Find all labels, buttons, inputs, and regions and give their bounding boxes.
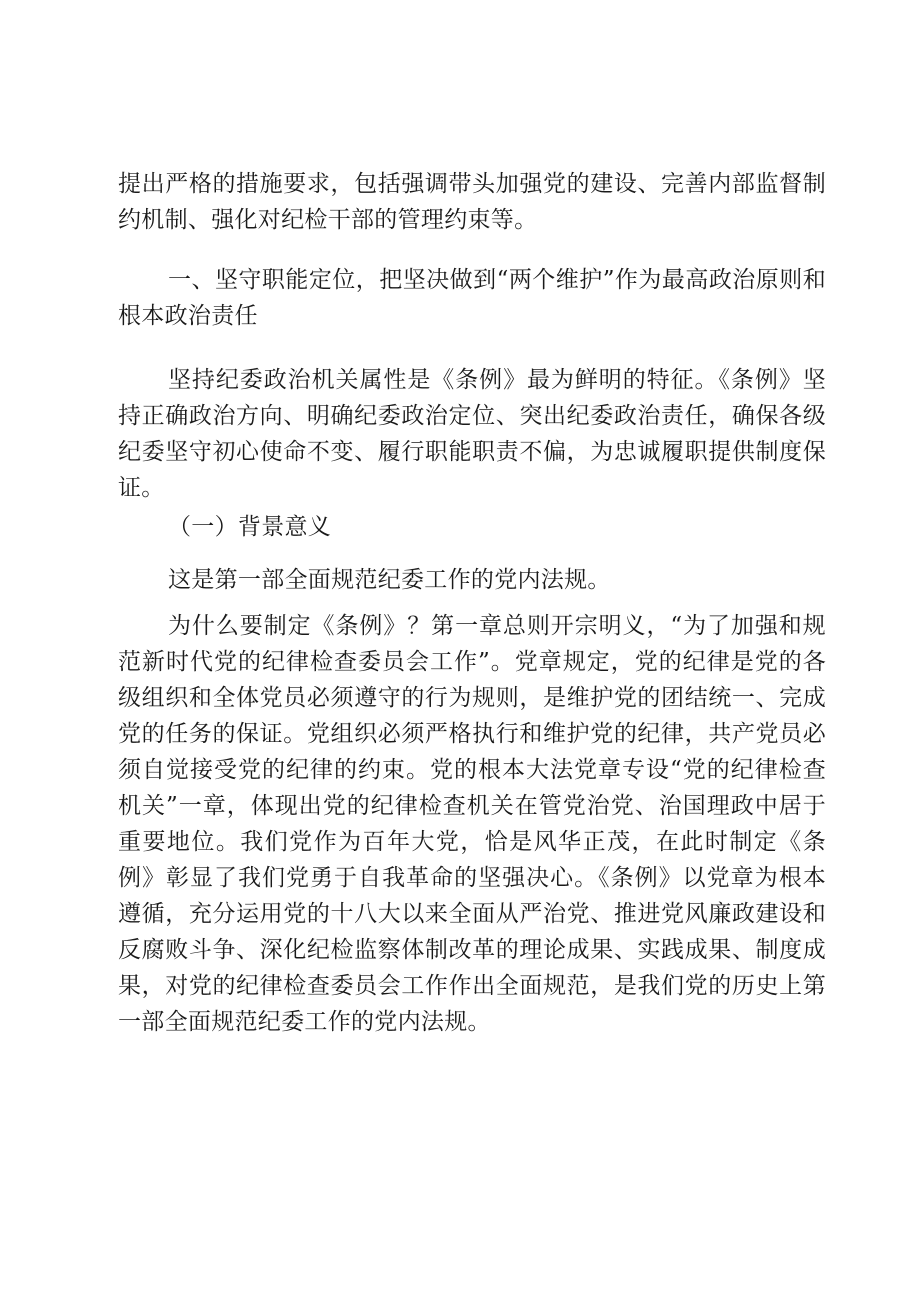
paragraph-continuation: 提出严格的措施要求，包括强调带头加强党的建设、完善内部监督制约机制、强化对纪检干部的管理约束等。 — [118, 171, 826, 233]
paragraph-body: 坚持纪委政治机关属性是《条例》最为鲜明的特征。《条例》坚持正确政治方向、明确纪委政治定位、突出纪委政治责任，确保各级纪委坚守初心使命不变、履行职能职责不偏，为忠诚履职提供制度保证。 — [118, 367, 826, 501]
paragraph-body: 这是第一部全面规范纪委工作的党内法规。 — [168, 567, 611, 593]
subsection-heading: （一）背景意义 — [168, 514, 332, 540]
paragraph-body: 为什么要制定《条例》？第一章总则开宗明义，“为了加强和规范新时代党的纪律检查委员会工作”。党章规定，党的纪律是党的各级组织和全体党员必须遵守的行为规则，是维护党的团结统一、完成党的任务的保证。党组织必须严格执行和维护党的纪律，共产党员必须自觉接受党的纪律的约束。党的根本大法党章专设“党的纪律检查机关”一章，体现出党的纪律检查机关在管党治党、治国理政中居于重要地位。我们党作为百年大党，恰是风华正茂，在此时制定《条例》彰显了我们党勇于自我革命的坚强决心。《条例》以党章为根本遵循，充分运用党的十八大以来全面从严治党、推进党风廉政建设和反腐败斗争、深化纪检监察体制改革的理论成果、实践成果、制度成果，对党的纪律检查委员会工作作出全面规范，是我们党的历史上第一部全面规范纪委工作的党内法规。 — [118, 613, 826, 1035]
section-heading: 一、坚守职能定位，把坚决做到“两个维护”作为最高政治原则和根本政治责任 — [118, 267, 826, 329]
